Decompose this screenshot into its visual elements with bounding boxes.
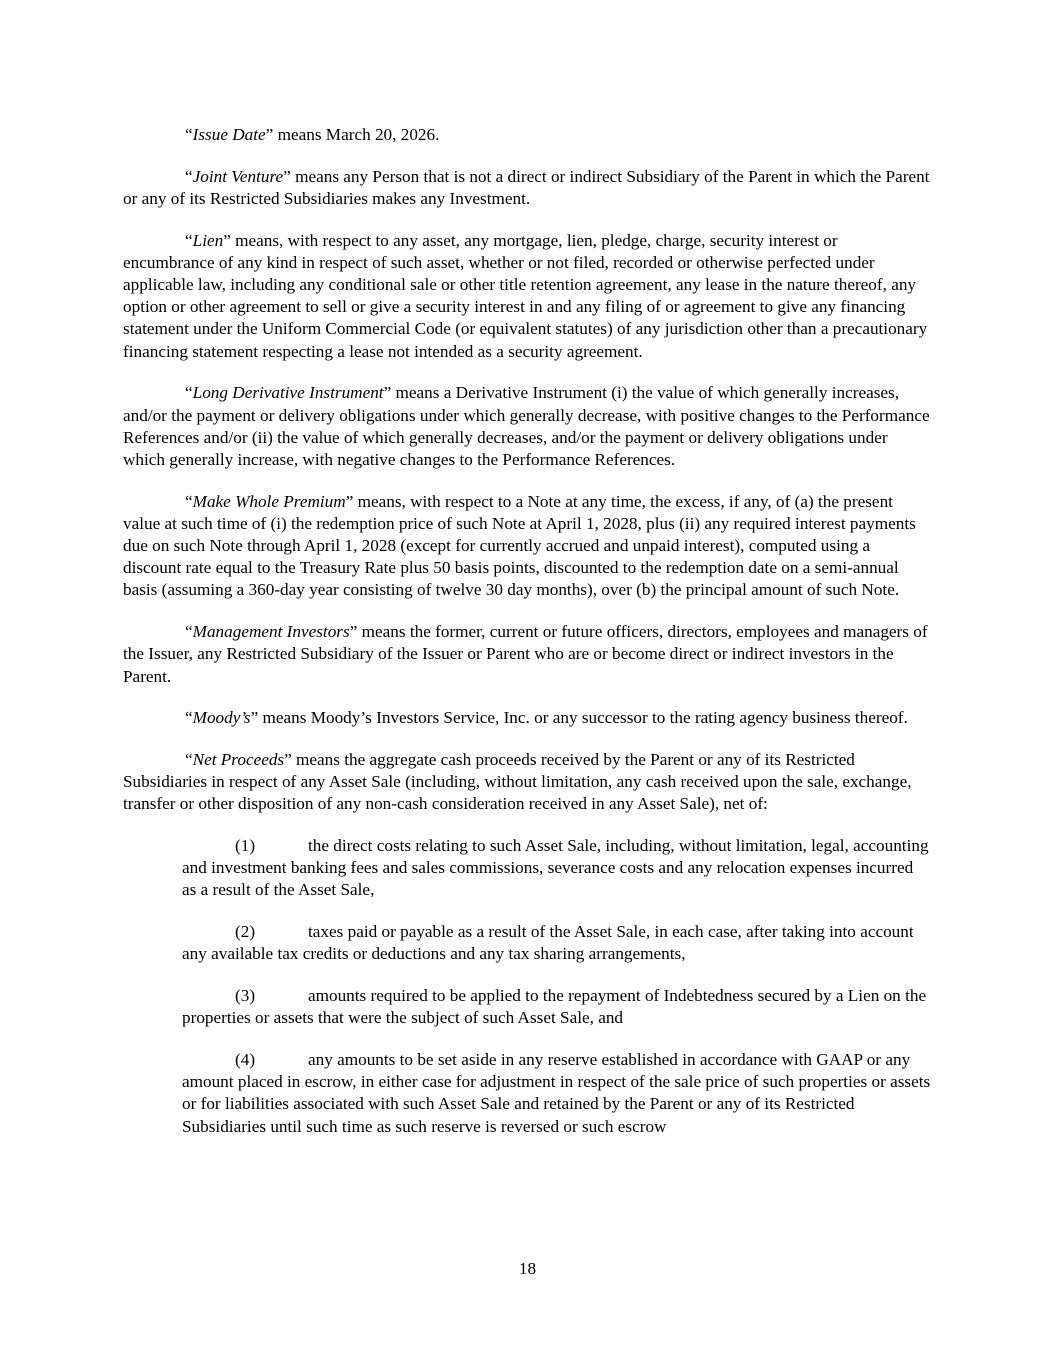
definition-text: ” means any Person that is not a direct or indirect Subsidiary of the Parent in which the Parent or any of its Restricted Subsidiaries makes any Investment. xyxy=(123,166,930,208)
defined-term: Long Derivative Instrument xyxy=(192,383,384,403)
definition-paragraph xyxy=(123,749,931,816)
definition-text: ” means the former, current or future officers, directors, employees and managers of the Issuer, any Restricted Subsidiary of the Issuer or Parent who are or become direct or indirect investors in the Parent. xyxy=(123,622,928,686)
clause-number: (4) xyxy=(235,1050,256,1069)
page-body-text xyxy=(123,124,931,1157)
defined-term: Lien xyxy=(192,230,224,250)
definition-paragraph xyxy=(123,124,931,146)
clause-text: the direct costs relating to such Asset Sale, including, without limitation, legal, accounting and investment banking fees and sales commissions, severance costs and any relocation expenses incurred as a result of the Asset Sale, xyxy=(182,836,929,900)
clause-text: amounts required to be applied to the repayment of Indebtedness secured by a Lien on the properties or assets that were the subject of such Asset Sale, and xyxy=(182,986,927,1028)
clause-text: taxes paid or payable as a result of the Asset Sale, in each case, after taking into account any available tax credits or deductions and any tax sharing arrangements, xyxy=(182,922,914,964)
defined-term: Issue Date xyxy=(192,125,266,144)
defined-term: Management Investors xyxy=(192,622,350,642)
clause-number: (3) xyxy=(235,986,256,1006)
numbered-clause xyxy=(182,985,931,1029)
numbered-clause xyxy=(182,1049,931,1138)
open-quote: “ xyxy=(185,383,193,403)
definition-text: ” means March 20, 2026. xyxy=(265,125,440,144)
definition-paragraph xyxy=(123,382,931,471)
open-quote: “ xyxy=(185,166,193,186)
numbered-clause xyxy=(182,835,931,902)
definition-text: ” means the aggregate cash proceeds received by the Parent or any of its Restricted Subsidiaries in respect of any Asset Sale (including, without limitation, any cash received upon the sale, exchange, transfer or other disposition of any non-cash consideration received in any Asset Sale), net of: xyxy=(123,749,912,814)
open-quote: “ xyxy=(185,622,193,642)
open-quote: “ xyxy=(185,749,193,769)
defined-term: Joint Venture xyxy=(192,166,284,186)
open-quote: “ xyxy=(185,230,193,250)
definition-text: ” means, with respect to any asset, any mortgage, lien, pledge, charge, security interest or encumbrance of any kind in respect of such asset, whether or not filed, recorded or otherwise perfected under applicable law, including any conditional sale or other title retention agreement, any lease in the nature thereof, any option or other agreement to sell or give a security interest in and any filing of or agreement to give any financing statement under the Uniform Commercial Code (or equivalent statutes) of any jurisdiction other than a precautionary financing statement respecting a lease not intended as a security agreement. xyxy=(123,230,928,361)
defined-term: Moody’s xyxy=(192,708,251,728)
page-number: 18 xyxy=(518,1259,537,1278)
definition-text: ” means a Derivative Instrument (i) the value of which generally increases, and/or the payment or delivery obligations under which generally decrease, with positive changes to the Performance References and/or (ii) the value of which generally decreases, and/or the payment or delivery obligations under which generally increase, with negative changes to the Performance References. xyxy=(123,383,930,469)
numbered-clause xyxy=(182,921,931,965)
clause-number: (1) xyxy=(235,836,256,856)
open-quote: “ xyxy=(185,125,193,144)
definition-paragraph xyxy=(123,621,931,688)
clause-text: any amounts to be set aside in any reserve established in accordance with GAAP or any amount placed in escrow, in either case for adjustment in respect of the sale price of such properties or assets or for liabilities associated with such Asset Sale and retained by the Parent or any of its Restricted Subsidiaries until such time as such reserve is reversed or such escrow xyxy=(182,1050,931,1136)
definition-paragraph xyxy=(123,230,931,363)
definition-paragraph xyxy=(123,707,931,729)
definition-paragraph xyxy=(123,491,931,602)
defined-term: Make Whole Premium xyxy=(192,491,346,511)
open-quote: “ xyxy=(185,708,193,728)
definition-text: ” means, with respect to a Note at any time, the excess, if any, of (a) the present value at such time of (i) the redemption price of such Note at April 1, 2028, plus (ii) any required interest payments due on such Note through April 1, 2028 (except for currently accrued and unpaid interest), computed using a discount rate equal to the Treasury Rate plus 50 basis points, discounted to the redemption date on a semi-annual basis (assuming a 360-day year consisting of twelve 30 day months), over (b) the principal amount of such Note. xyxy=(123,491,916,600)
definition-text: ” means Moody’s Investors Service, Inc. or any successor to the rating agency business thereof. xyxy=(250,708,908,728)
definition-paragraph xyxy=(123,166,931,210)
open-quote: “ xyxy=(185,491,193,511)
defined-term: Net Proceeds xyxy=(192,749,285,769)
clause-number: (2) xyxy=(235,922,256,942)
